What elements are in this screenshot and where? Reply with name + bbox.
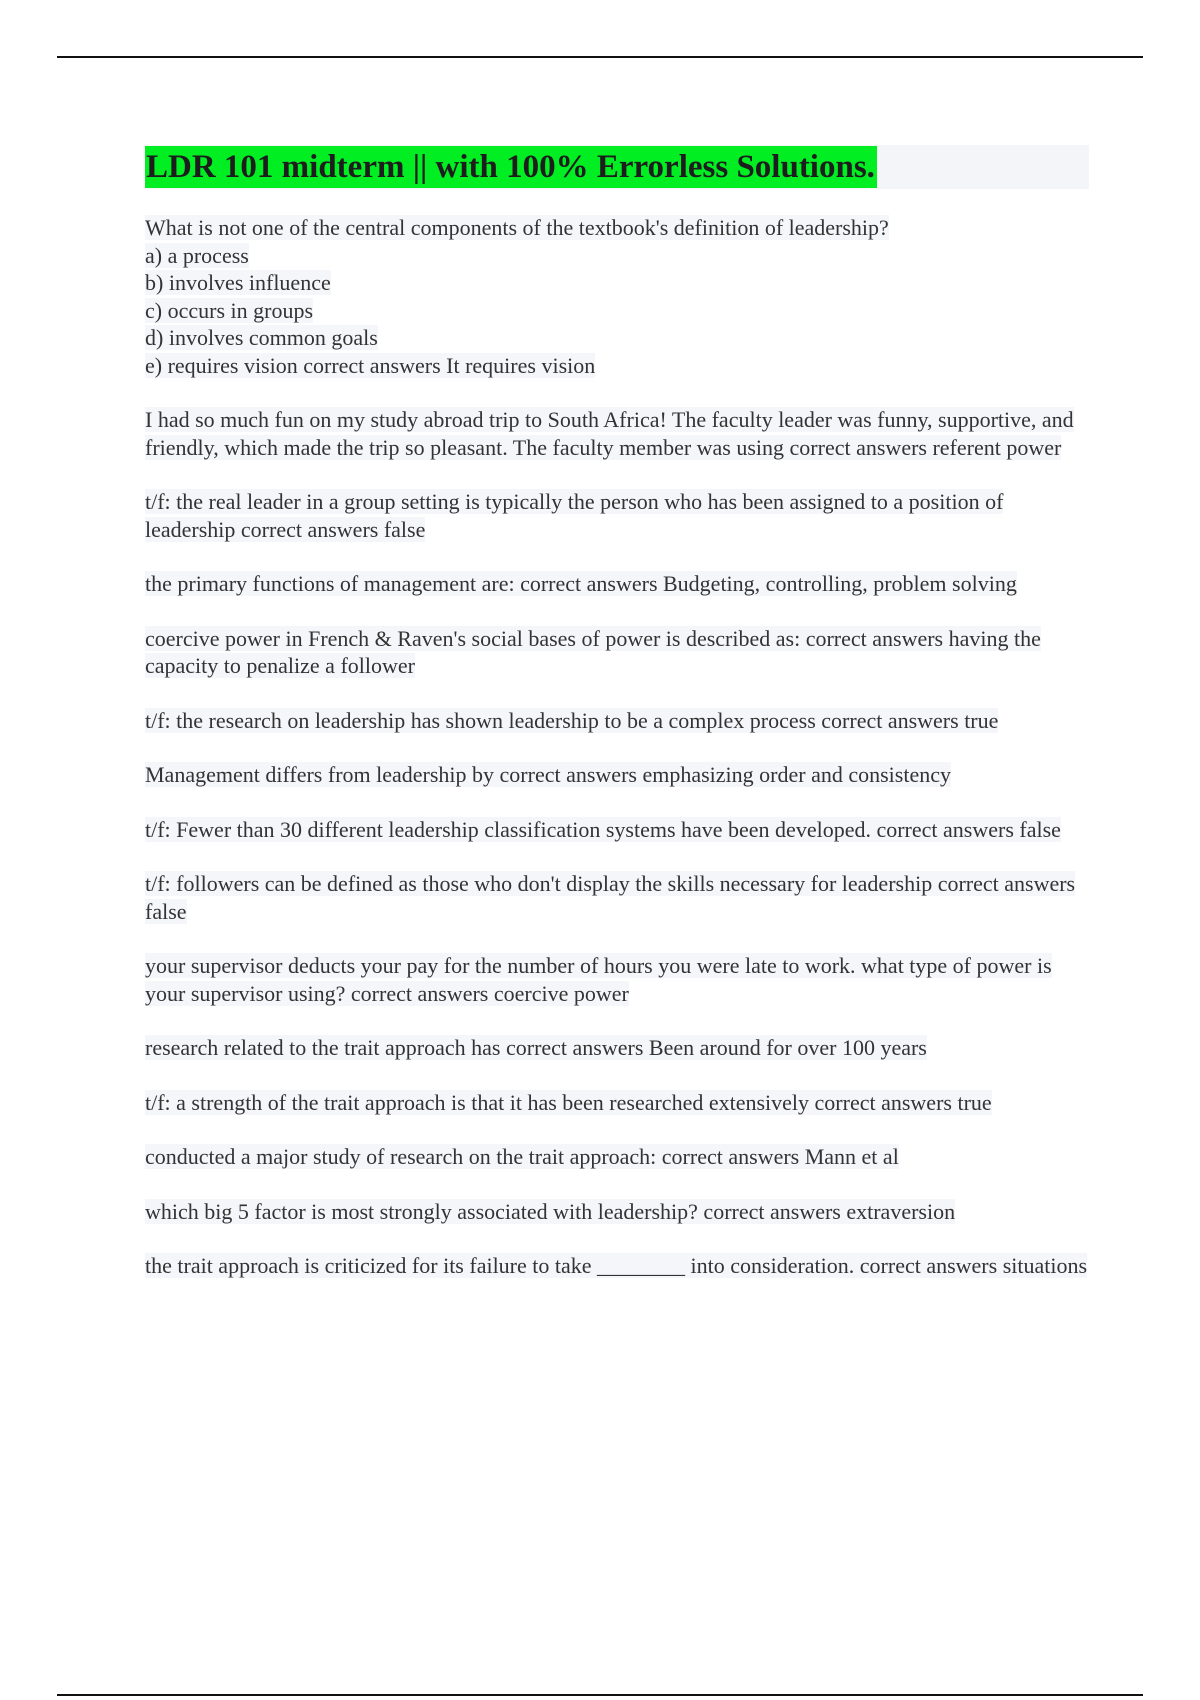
qa-item	[145, 1143, 1095, 1171]
qa-text: t/f: the research on leadership has shown leadership to be a complex process correct answers true	[145, 707, 999, 733]
top-rule	[57, 56, 1143, 58]
qa-text: which big 5 factor is most strongly associated with leadership? correct answers extraversion	[145, 1198, 956, 1224]
qa-item	[145, 625, 1095, 680]
qa-item	[145, 761, 1095, 789]
qa-item	[145, 707, 1095, 735]
qa-item	[145, 488, 1095, 543]
qa-item	[145, 570, 1095, 598]
qa-text: conducted a major study of research on the trait approach: correct answers Mann et al	[145, 1144, 899, 1169]
qa-text: t/f: followers can be defined as those who don't display the skills necessary for leadership correct answers false	[145, 871, 1076, 924]
qa-text: your supervisor deducts your pay for the number of hours you were late to work. what type of power is your supervisor using? correct answers coercive power	[145, 953, 1052, 1006]
qa-text: t/f: a strength of the trait approach is that it has been researched extensively correct answers true	[145, 1089, 992, 1115]
qa-text: I had so much fun on my study abroad trip to South Africa! The faculty leader was funny, supportive, and friendly, which made the trip so pleasant. The faculty member was using correct answers referent power	[145, 407, 1074, 460]
qa-item	[145, 214, 1095, 379]
qa-item	[145, 1034, 1095, 1062]
qa-item	[145, 952, 1095, 1007]
qa-text: the trait approach is criticized for its failure to take ________ into consideration. correct answers situations	[145, 1253, 1088, 1278]
qa-text: research related to the trait approach has correct answers Been around for over 100 years	[145, 1035, 927, 1060]
qa-item	[145, 1089, 1095, 1117]
qa-item	[145, 406, 1095, 461]
qa-item	[145, 1252, 1095, 1280]
qa-text: What is not one of the central components of the textbook's definition of leadership? a) a process b) involves influence c) occurs in groups d) involves common goals e) requires vision correct answers It requires vision	[145, 215, 889, 378]
qa-text: t/f: Fewer than 30 different leadership classification systems have been developed. correct answers false	[145, 816, 1061, 842]
qa-text: the primary functions of management are: correct answers Budgeting, controlling, problem solving	[145, 571, 1017, 596]
qa-item	[145, 816, 1095, 844]
qa-text: coercive power in French & Raven's social bases of power is described as: correct answers having the capacity to penalize a follower	[145, 625, 1041, 678]
qa-item	[145, 870, 1095, 925]
qa-text: Management differs from leadership by correct answers emphasizing order and consistency	[145, 762, 951, 787]
qa-text: t/f: the real leader in a group setting is typically the person who has been assigned to a position of leadership correct answers false	[145, 489, 1004, 542]
qa-item	[145, 1198, 1095, 1226]
document-title: LDR 101 midterm || with 100% Errorless Solutions.	[145, 146, 877, 188]
bottom-rule	[57, 1694, 1143, 1696]
document-body	[145, 214, 1095, 1307]
